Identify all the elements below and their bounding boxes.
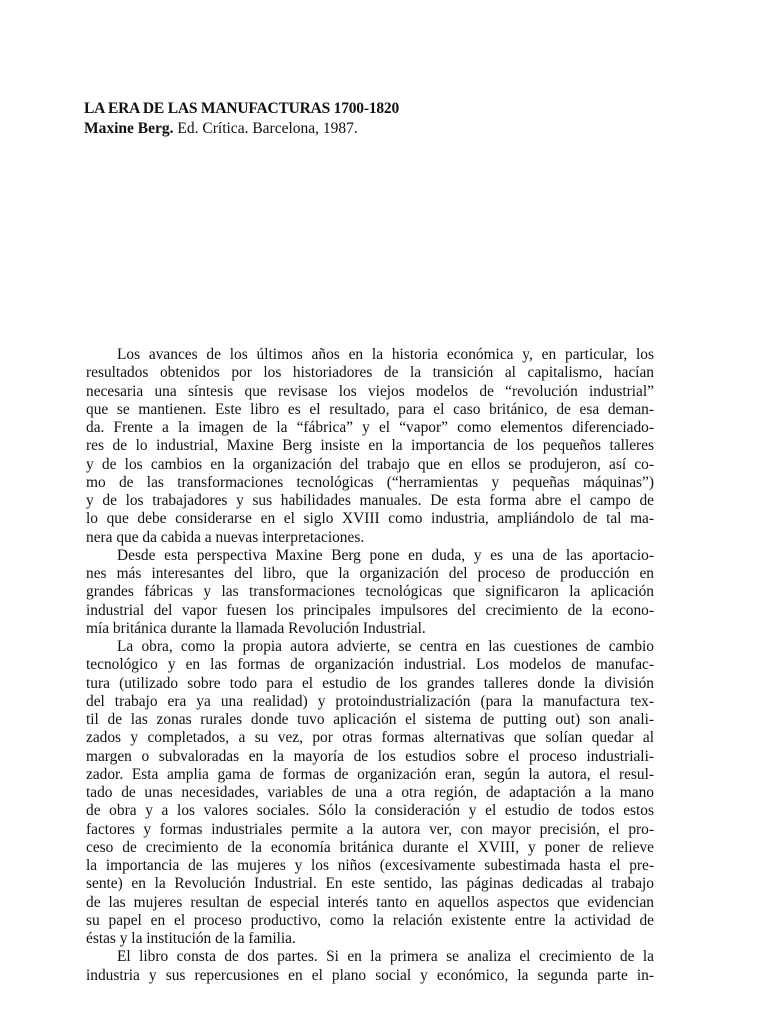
text-line: mo de las transformaciones tecnológicas (“herramientas y pequeñas máquinas”) — [86, 473, 654, 491]
text-line: del trabajo era ya una realidad) y protoindustrialización (para la manufactura tex- — [86, 692, 654, 710]
text-line: til de las zonas rurales donde tuvo aplicación el sistema de putting out) son anali- — [86, 711, 654, 728]
text-line: da. Frente a la imagen de la “fábrica” y el “vapor” como elementos diferenciado- — [86, 419, 654, 436]
text-line: resultados obtenidos por los historiadores de la transición al capitalismo, hacían — [86, 364, 654, 382]
text-line: ceso de crecimiento de la economía británica durante el XVIII, y poner de relieve — [86, 838, 654, 856]
text-line: y de los trabajadores y sus habilidades manuales. De esta forma abre el campo de — [86, 492, 654, 509]
text-line: la importancia de las mujeres y los niños (excesivamente subestimada hasta el pre- — [86, 857, 654, 874]
text-line: industria y sus repercusiones en el plano social y económico, la segunda parte in- — [86, 966, 654, 984]
text-line: y de los cambios en la organización del trabajo que en ellos se produjeron, así co- — [86, 455, 654, 473]
text-line: lo que debe considerarse en el siglo XVIII como industria, ampliándolo de tal ma- — [86, 510, 654, 528]
text-line: de las mujeres resultan de especial interés tanto en aquellos aspectos que evidencian — [86, 893, 654, 911]
book-title: LA ERA DE LAS MANUFACTURAS 1700-1820 — [84, 100, 400, 117]
text-line: industrial del vapor fuesen los principales impulsores del crecimiento de la econo- — [86, 601, 654, 619]
text-line: que se mantienen. Este libro es el resultado, para el caso británico, de esa deman- — [86, 400, 654, 418]
text-line: El libro consta de dos partes. Si en la primera se analiza el crecimiento de la — [117, 948, 654, 966]
text-line: necesaria una síntesis que revisase los viejos modelos de “revolución industrial” — [86, 382, 654, 400]
text-line: de obra y a los valores sociales. Sólo la consideración y el estudio de todos estos — [86, 802, 654, 820]
text-line: tura (utilizado sobre todo para el estudio de los grandes talleres donde la división — [86, 674, 654, 692]
text-line: res de lo industrial, Maxine Berg insiste en la importancia de los pequeños talleres — [86, 437, 654, 455]
text-line: factores y formas industriales permite a la autora ver, con mayor precisión, el pro- — [86, 820, 654, 838]
book-publication-info — [84, 119, 684, 139]
book-author: Maxine Berg. — [84, 120, 174, 137]
text-line: zador. Esta amplia gama de formas de organización eran, según la autora, el resul- — [86, 765, 654, 783]
text-line: zados y completados, a su vez, por otras formas alternativas que solían quedar al — [86, 729, 654, 747]
text-line: Desde esta perspectiva Maxine Berg pone en duda, y es una de las aportacio- — [117, 546, 654, 564]
text-line: tado de unas necesidades, variables de una a otra región, de adaptación a la mano — [86, 784, 654, 801]
review-body — [86, 346, 654, 985]
book-publisher: Ed. Crítica. Barcelona, 1987. — [173, 120, 358, 137]
text-line: sente) en la Revolución Industrial. En este sentido, las páginas dedicadas al trabajo — [86, 875, 654, 893]
text-line: tecnológico y en las formas de organización industrial. Los modelos de manufac- — [86, 656, 654, 674]
book-reference-header — [84, 99, 684, 139]
text-line: nes más interesantes del libro, que la organización del proceso de producción en — [86, 565, 654, 582]
text-line: La obra, como la propia autora advierte, se centra en las cuestiones de cambio — [117, 638, 654, 655]
text-line: éstas y la institución de la familia. — [86, 930, 296, 947]
text-line: Los avances de los últimos años en la historia económica y, en particular, los — [117, 346, 654, 363]
text-line: nera que da cabida a nuevas interpretaciones. — [86, 528, 365, 546]
text-line: su papel en el proceso productivo, como la relación existente entre la actividad de — [86, 911, 654, 929]
text-line: grandes fábricas y las transformaciones tecnológicas que significaron la aplicación — [86, 583, 654, 601]
text-line: mía británica durante la llamada Revolución Industrial. — [86, 619, 426, 637]
text-line: margen o subvaloradas en la mayoría de los estudios sobre el proceso industriali- — [86, 747, 654, 765]
